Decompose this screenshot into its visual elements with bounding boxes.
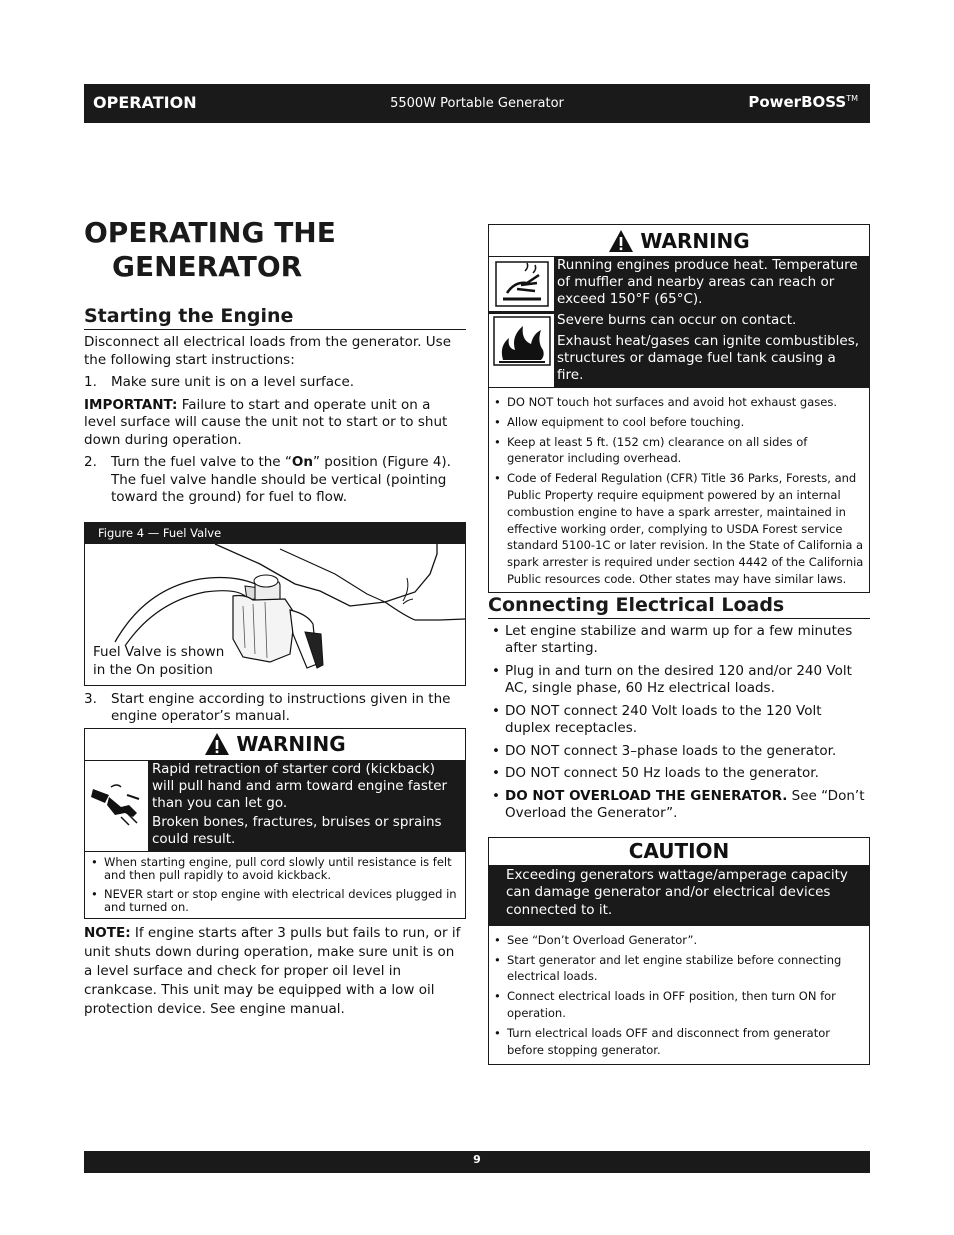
warning-title: WARNING bbox=[640, 228, 750, 253]
connecting-bullets bbox=[488, 623, 870, 823]
overload-rest: See “Don’t Overload the Generator”. bbox=[505, 787, 865, 822]
hot-surface-icon bbox=[495, 261, 549, 307]
step-2-text-a: Turn the fuel valve to the “ bbox=[111, 454, 292, 470]
header-brand bbox=[748, 93, 858, 111]
connecting-loads-heading: Connecting Electrical Loads bbox=[488, 594, 870, 619]
warning-text-block bbox=[554, 257, 869, 387]
warning-bullets bbox=[85, 851, 465, 918]
step-3-number: 3. bbox=[84, 690, 97, 707]
warning-header bbox=[489, 225, 869, 257]
hot-surface-icon-cell bbox=[489, 257, 554, 314]
left-column bbox=[84, 305, 466, 1019]
warning-text-1: Rapid retraction of starter cord (kickback) will pull hand and arm toward engine faster than you can let go. bbox=[152, 760, 448, 811]
header-product: 5500W Portable Generator bbox=[390, 96, 564, 111]
brand-name: PowerBOSS bbox=[748, 93, 847, 111]
caution-box bbox=[488, 837, 870, 1066]
fire-icon bbox=[493, 316, 551, 366]
warning-bullet: • Keep at least 5 ft. (152 cm) clearance on all sides of generator including overhead. bbox=[490, 434, 866, 468]
warning-bullet: • Code of Federal Regulation (CFR) Title 36 Parks, Forests, and Public Property require equipment powered by an internal combustion engine to have a spark arrester, maintained in effective working order, complying to USDA Forest service standard 5100-1C or later revision. In the State of California a spark arrester is required under section 4442 of the California Public resources code. Other states may have similar laws. bbox=[490, 470, 866, 588]
connecting-bullet-overload bbox=[488, 788, 870, 823]
caution-bullet: • Start generator and let engine stabilize before connecting electrical loads. bbox=[490, 952, 865, 986]
warning-text-2: Broken bones, fractures, bruises or sprains could result. bbox=[152, 813, 442, 847]
warning-text-block bbox=[148, 761, 465, 851]
warning-text-2: Severe burns can occur on contact. bbox=[557, 312, 797, 328]
connecting-bullet: • DO NOT connect 3–phase loads to the generator. bbox=[488, 743, 870, 761]
note-text: If engine starts after 3 pulls but fails to run, or if unit shuts down during operation, make sure unit is on a level surface and check for proper oil level in crankcase. This unit may be equipped with a low oil protection device. See engine manual. bbox=[84, 924, 461, 1017]
warning-title: WARNING bbox=[236, 732, 346, 756]
right-column bbox=[488, 224, 870, 1065]
step-1 bbox=[84, 374, 466, 392]
step-3 bbox=[84, 691, 466, 726]
important-label: IMPORTANT: bbox=[84, 396, 178, 413]
warning-body bbox=[489, 257, 869, 387]
figure-label-line2: in the On position bbox=[93, 661, 213, 678]
fire-icon-cell bbox=[489, 314, 554, 368]
note-label: NOTE: bbox=[84, 924, 131, 941]
page-number: 9 bbox=[473, 1153, 481, 1166]
connecting-bullet: • Let engine stabilize and warm up for a few minutes after starting. bbox=[488, 623, 870, 658]
warning-bullet: • When starting engine, pull cord slowly until resistance is felt and then pull rapidly to avoid kickback. bbox=[87, 856, 459, 883]
caution-bullets bbox=[489, 926, 869, 1065]
note-paragraph bbox=[84, 924, 466, 1019]
important-text: Failure to start and operate unit on a level surface will cause the unit not to start or to shut down during operation. bbox=[84, 396, 448, 448]
warning-heat bbox=[488, 224, 870, 593]
figure-label bbox=[93, 643, 224, 679]
figure-label-line1: Fuel Valve is shown bbox=[93, 643, 225, 660]
figure-caption: Figure 4 — Fuel Valve bbox=[85, 523, 465, 544]
page-footer bbox=[84, 1151, 870, 1173]
warning-kickback bbox=[84, 728, 466, 919]
starting-engine-heading: Starting the Engine bbox=[84, 305, 466, 330]
page-header bbox=[84, 84, 870, 123]
step-2-number: 2. bbox=[84, 454, 97, 470]
trademark: TM bbox=[846, 94, 858, 103]
warning-text-3: Exhaust heat/gases can ignite combustibles, structures or damage fuel tank causing a fire. bbox=[557, 333, 860, 383]
overload-bold: DO NOT OVERLOAD THE GENERATOR. bbox=[505, 787, 788, 804]
warning-bullets bbox=[489, 387, 869, 592]
caution-text: Exceeding generators wattage/amperage capacity can damage generator and/or electrical devices connected to it. bbox=[489, 865, 869, 926]
starting-intro: Disconnect all electrical loads from the generator. Use the following start instructions: bbox=[84, 334, 452, 368]
step-1-number: 1. bbox=[84, 374, 97, 390]
page-title-line2: GENERATOR bbox=[112, 250, 303, 283]
connecting-bullet: • DO NOT connect 50 Hz loads to the generator. bbox=[488, 765, 870, 783]
figure-4 bbox=[84, 522, 466, 686]
warning-text-1: Running engines produce heat. Temperature of muffler and nearby areas can reach or exceed 150°F (65°C). bbox=[557, 257, 858, 307]
warning-bullet: • DO NOT touch hot surfaces and avoid hot exhaust gases. bbox=[490, 394, 866, 411]
step-2-on: On bbox=[291, 454, 313, 470]
kickback-icon-cell bbox=[85, 761, 148, 849]
step-2-text-b: ” position (Figure 4). The fuel valve handle should be vertical (pointing toward the ground) for fuel to flow. bbox=[111, 454, 451, 505]
connecting-bullet: • Plug in and turn on the desired 120 and/or 240 Volt AC, single phase, 60 Hz electrical loads. bbox=[488, 663, 870, 698]
warning-header bbox=[85, 729, 465, 761]
kickback-hand-icon bbox=[91, 783, 143, 827]
warning-triangle-icon bbox=[608, 229, 634, 253]
caution-bullet: • Connect electrical loads in OFF position, then turn ON for operation. bbox=[490, 988, 865, 1022]
connecting-bullet: • DO NOT connect 240 Volt loads to the 120 Volt duplex receptacles. bbox=[488, 703, 870, 738]
warning-body bbox=[85, 761, 465, 851]
warning-bullet: • NEVER start or stop engine with electrical devices plugged in and turned on. bbox=[87, 888, 459, 915]
step-3-text: Start engine according to instructions given in the engine operator’s manual. bbox=[111, 690, 451, 724]
page-title-line1: OPERATING THE bbox=[84, 216, 336, 249]
page-title bbox=[84, 216, 336, 284]
caution-bullet: • See “Don’t Overload Generator”. bbox=[490, 932, 865, 949]
important-note bbox=[84, 397, 466, 450]
step-2-text bbox=[111, 454, 466, 507]
hazard-icons bbox=[489, 257, 554, 387]
warning-triangle-icon bbox=[204, 732, 230, 756]
step-2 bbox=[84, 454, 466, 507]
header-section: OPERATION bbox=[93, 93, 197, 112]
caution-title: CAUTION bbox=[628, 838, 730, 863]
caution-bullet: • Turn electrical loads OFF and disconnect from generator before stopping generator. bbox=[490, 1025, 865, 1059]
step-1-text: Make sure unit is on a level surface. bbox=[111, 374, 355, 390]
warning-bullet: • Allow equipment to cool before touching. bbox=[490, 414, 866, 431]
